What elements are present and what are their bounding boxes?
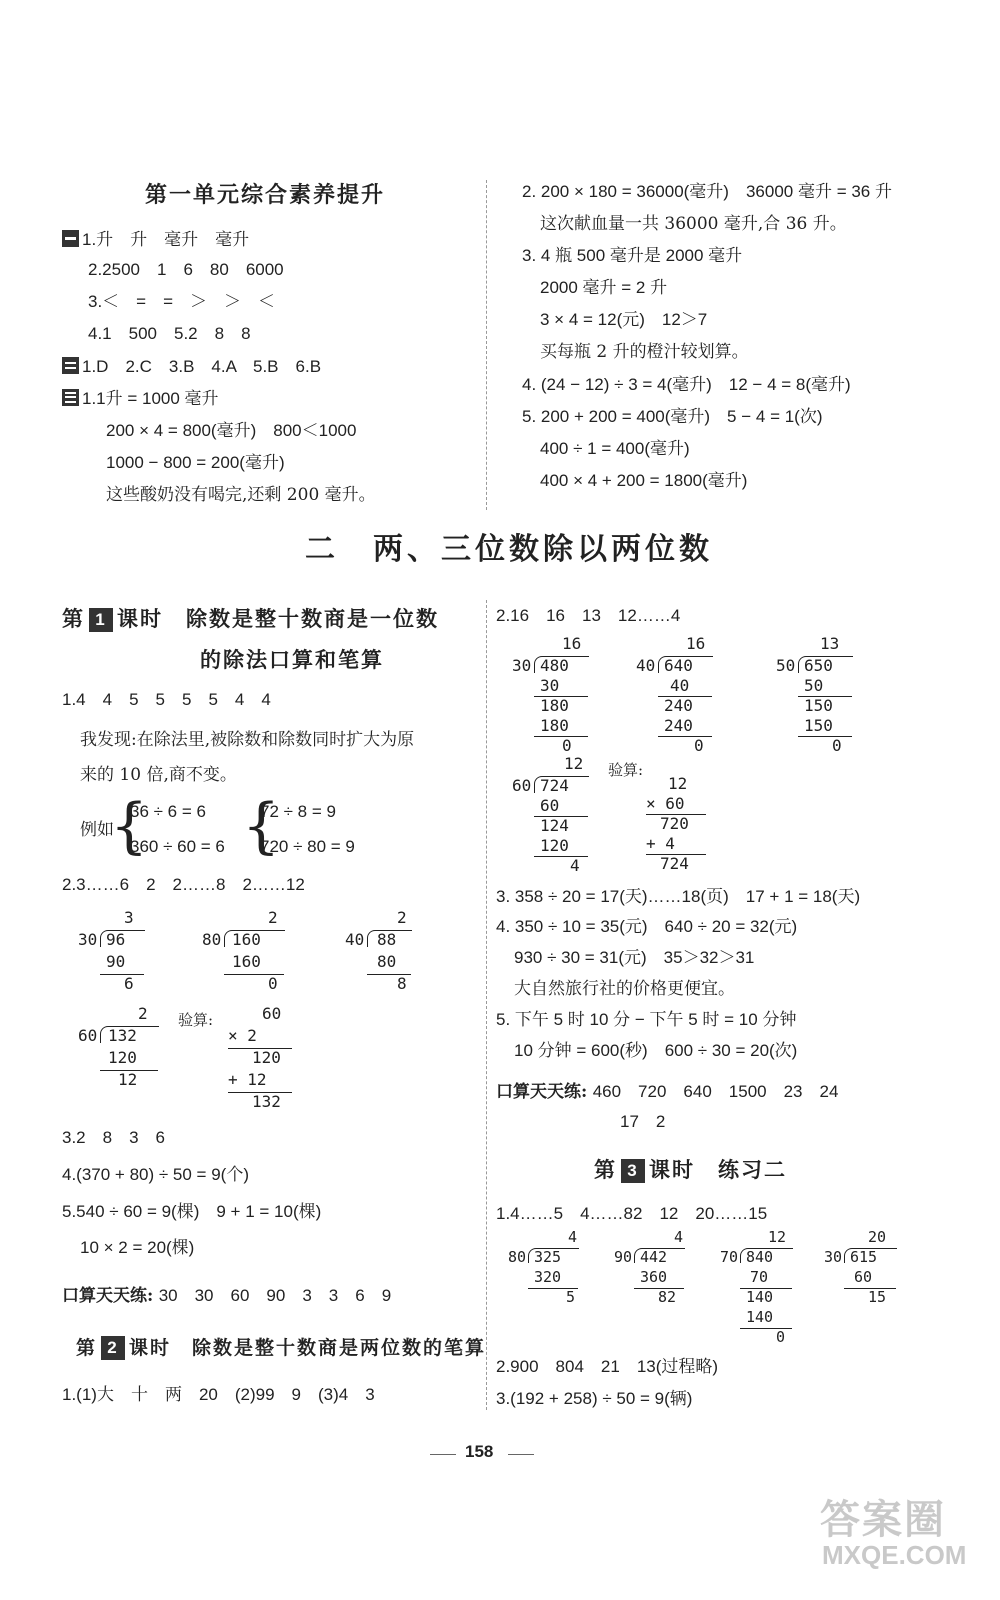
unit1-right-q5: 5. 200 + 200 = 400(毫升) 5 − 4 = 1(次) — [522, 407, 823, 426]
step-value: 40 — [670, 676, 690, 695]
step-value: 240 — [664, 716, 693, 735]
quotient: 2 — [138, 1004, 148, 1023]
example-a1: 36 ÷ 6 = 6 — [130, 802, 206, 821]
divisor: 30 — [824, 1248, 843, 1266]
lesson2-q5: 5. 下午 5 时 10 分 − 下午 5 时 = 10 分钟 — [496, 1010, 797, 1029]
page-number-dash-right — [508, 1454, 534, 1455]
lesson2-q4: 4. 350 ÷ 10 = 35(元) 640 ÷ 20 = 32(元) — [496, 917, 798, 936]
step-value: 80 — [377, 952, 397, 971]
remainder: 0 — [694, 736, 704, 755]
lesson1-q4: 4.(370 + 80) ÷ 50 = 9(个) — [62, 1165, 249, 1184]
quotient: 12 — [564, 754, 584, 773]
quotient: 4 — [674, 1228, 684, 1246]
example-b1: 72 ÷ 8 = 9 — [260, 802, 336, 821]
section-two-icon — [62, 357, 79, 374]
remainder: 0 — [776, 1328, 786, 1346]
step-value: 320 — [534, 1268, 562, 1286]
divisor: 60 — [78, 1026, 98, 1045]
step-value: 60 — [854, 1268, 873, 1286]
dividend: 840 — [746, 1248, 774, 1266]
dividend: 96 — [106, 930, 126, 949]
dividend: 650 — [804, 656, 833, 675]
quotient: 13 — [820, 634, 840, 653]
page-number: 158 — [465, 1442, 494, 1461]
divisor: 80 — [202, 930, 222, 949]
divisor: 40 — [345, 930, 365, 949]
unit1-section3-q1-line3: 1000 − 800 = 200(毫升) — [106, 453, 285, 472]
lesson3-q1: 1.4……5 4……82 12 20……15 — [496, 1204, 768, 1223]
step-value: 60 — [540, 796, 560, 815]
divisor: 40 — [636, 656, 656, 675]
lesson2-q1: 1.(1)大 十 两 20 (2)99 9 (3)4 3 — [62, 1385, 375, 1404]
dividend: 724 — [540, 776, 569, 795]
unit1-right-q2-line2: 这次献血量一共 36000 毫升,合 36 升。 — [540, 214, 847, 234]
left-brace-1: { — [110, 791, 149, 861]
dividend: 88 — [377, 930, 397, 949]
example-b2: 720 ÷ 80 = 9 — [260, 837, 355, 856]
remainder: 6 — [124, 974, 134, 993]
quotient: 16 — [686, 634, 706, 653]
lesson1-q5-line2: 10 × 2 = 20(棵) — [80, 1238, 195, 1257]
dividend: 132 — [108, 1026, 137, 1045]
lesson1-oral-practice: 口算天天练: 30 30 60 90 3 3 6 9 — [62, 1286, 392, 1306]
step-value: 180 — [540, 696, 569, 715]
check-label-2: 验算: — [608, 761, 644, 779]
remainder: 82 — [658, 1288, 677, 1306]
dividend: 325 — [534, 1248, 562, 1266]
check-value: 132 — [252, 1092, 281, 1111]
unit1-section3-q1: 1.1升 = 1000 毫升 — [62, 387, 219, 411]
lesson-number-badge: 2 — [101, 1336, 125, 1360]
unit1-right-q2: 2. 200 × 180 = 36000(毫升) 36000 毫升 = 36 升 — [522, 182, 892, 201]
lesson1-title: 第 1 课时 除数是整十数商是一位数 — [62, 606, 439, 631]
remainder: 12 — [118, 1070, 138, 1089]
unit1-right-q5-line3: 400 × 4 + 200 = 1800(毫升) — [540, 471, 748, 490]
lesson1-q5: 5.540 ÷ 60 = 9(棵) 9 + 1 = 10(棵) — [62, 1202, 322, 1221]
step-value: 120 — [540, 836, 569, 855]
check-value: + 4 — [646, 834, 675, 853]
example-label: 例如 — [80, 820, 114, 840]
unit1-section3-q1-line4: 这些酸奶没有喝完,还剩 200 毫升。 — [106, 485, 376, 505]
check-value: 12 — [668, 774, 688, 793]
divisor: 90 — [614, 1248, 633, 1266]
step-value: 140 — [746, 1308, 774, 1326]
lesson-number-badge: 1 — [89, 608, 113, 632]
divisor: 50 — [776, 656, 796, 675]
unit1-right-q3: 3. 4 瓶 500 毫升是 2000 毫升 — [522, 246, 743, 265]
dividend: 160 — [232, 930, 261, 949]
lesson3-title: 第 3 课时 练习二 — [594, 1157, 787, 1182]
quotient: 4 — [568, 1228, 578, 1246]
column-divider-bottom — [486, 600, 487, 1410]
page-number-dash-left — [430, 1454, 456, 1455]
step-value: 240 — [664, 696, 693, 715]
unit1-right-q3-line3: 3 × 4 = 12(元) 12＞7 — [540, 310, 708, 329]
unit1-section1-q3: 3.＜ = = ＞ ＞ ＜ — [88, 292, 276, 311]
step-value: 70 — [750, 1268, 769, 1286]
remainder: 0 — [268, 974, 278, 993]
watermark-url: MXQE.COM — [822, 1540, 967, 1570]
unit1-section2-q: 1.D 2.C 3.B 4.A 5.B 6.B — [62, 355, 321, 379]
quotient: 20 — [868, 1228, 887, 1246]
step-value: 150 — [804, 716, 833, 735]
watermark-logo: 答案圈 — [820, 1498, 946, 1542]
quotient: 2 — [397, 908, 407, 927]
lesson1-q1-line3: 来的 10 倍,商不变。 — [80, 765, 237, 785]
step-value: 150 — [804, 696, 833, 715]
step-value: 360 — [640, 1268, 668, 1286]
lesson2-q4-line2: 930 ÷ 30 = 31(元) 35＞32＞31 — [514, 948, 755, 967]
dividend: 640 — [664, 656, 693, 675]
remainder: 5 — [566, 1288, 576, 1306]
quotient: 2 — [268, 908, 278, 927]
check-value: 120 — [252, 1048, 281, 1067]
step-value: 180 — [540, 716, 569, 735]
unit1-right-q3-line4: 买每瓶 2 升的橙汁较划算。 — [540, 342, 749, 362]
step-value: 120 — [108, 1048, 137, 1067]
lesson2-title: 第 2 课时 除数是整十数商是两位数的笔算 — [76, 1337, 487, 1359]
step-value: 30 — [540, 676, 560, 695]
dividend: 480 — [540, 656, 569, 675]
unit1-section3-q1-line2: 200 × 4 = 800(毫升) 800＜1000 — [106, 421, 357, 440]
unit1-section1-q2: 2.2500 1 6 80 6000 — [88, 260, 284, 279]
check-label-1: 验算: — [178, 1011, 214, 1029]
lesson2-q5-line2: 10 分钟 = 600(秒) 600 ÷ 30 = 20(次) — [514, 1041, 798, 1060]
dividend: 442 — [640, 1248, 668, 1266]
step-value: 160 — [232, 952, 261, 971]
remainder: 0 — [562, 736, 572, 755]
unit1-right-q3-line2: 2000 毫升 = 2 升 — [540, 278, 668, 297]
chapter-title: 二 两、三位数除以两位数 — [305, 532, 713, 567]
remainder: 0 — [832, 736, 842, 755]
quotient: 3 — [124, 908, 134, 927]
example-a2: 360 ÷ 60 = 6 — [130, 837, 225, 856]
unit1-section1-q1: 1.升 升 毫升 毫升 — [62, 228, 249, 252]
divisor: 70 — [720, 1248, 739, 1266]
divisor: 80 — [508, 1248, 527, 1266]
section-one-icon — [62, 230, 79, 247]
lesson1-q1: 1.4 4 5 5 5 5 4 4 — [62, 690, 271, 709]
check-value: 724 — [660, 854, 689, 873]
lesson1-q1-line2: 我发现:在除法里,被除数和除数同时扩大为原 — [80, 730, 415, 750]
unit1-right-q4: 4. (24 − 12) ÷ 3 = 4(毫升) 12 − 4 = 8(毫升) — [522, 375, 851, 394]
lesson2-q3: 3. 358 ÷ 20 = 17(天)……18(页) 17 + 1 = 18(天) — [496, 887, 861, 906]
step-value: 124 — [540, 816, 569, 835]
column-divider-top — [486, 180, 487, 510]
unit1-title: 第一单元综合素养提升 — [145, 182, 386, 208]
remainder: 8 — [397, 974, 407, 993]
check-value: × 60 — [646, 794, 685, 813]
lesson-number-badge: 3 — [621, 1159, 645, 1183]
left-brace-2: { — [242, 791, 281, 861]
divisor: 30 — [78, 930, 98, 949]
step-value: 90 — [106, 952, 126, 971]
remainder: 4 — [570, 856, 580, 875]
lesson1-q2: 2.3……6 2 2……8 2……12 — [62, 875, 305, 894]
lesson3-q2: 2.900 804 21 13(过程略) — [496, 1357, 719, 1376]
section-three-icon — [62, 389, 79, 406]
divisor: 60 — [512, 776, 532, 795]
step-value: 50 — [804, 676, 824, 695]
lesson2-q2: 2.16 16 13 12……4 — [496, 606, 681, 625]
unit1-right-q5-line2: 400 ÷ 1 = 400(毫升) — [540, 439, 690, 458]
unit1-section1-q4: 4.1 500 5.2 8 8 — [88, 324, 251, 343]
quotient: 16 — [562, 634, 582, 653]
check-value: 720 — [660, 814, 689, 833]
divisor: 30 — [512, 656, 532, 675]
step-value: 140 — [746, 1288, 774, 1306]
check-value: × 2 — [228, 1026, 257, 1045]
lesson1-title-line2: 的除法口算和笔算 — [200, 647, 384, 672]
lesson1-q3: 3.2 8 3 6 — [62, 1128, 165, 1147]
quotient: 12 — [768, 1228, 787, 1246]
dividend: 615 — [850, 1248, 878, 1266]
lesson2-oral-practice-line2: 17 2 — [620, 1112, 666, 1131]
remainder: 15 — [868, 1288, 887, 1306]
check-value: + 12 — [228, 1070, 267, 1089]
lesson2-q4-line3: 大自然旅行社的价格更便宜。 — [514, 979, 735, 999]
lesson2-oral-practice: 口算天天练: 460 720 640 1500 23 24 — [496, 1082, 839, 1102]
lesson3-q3: 3.(192 + 258) ÷ 50 = 9(辆) — [496, 1389, 693, 1408]
check-value: 60 — [262, 1004, 282, 1023]
